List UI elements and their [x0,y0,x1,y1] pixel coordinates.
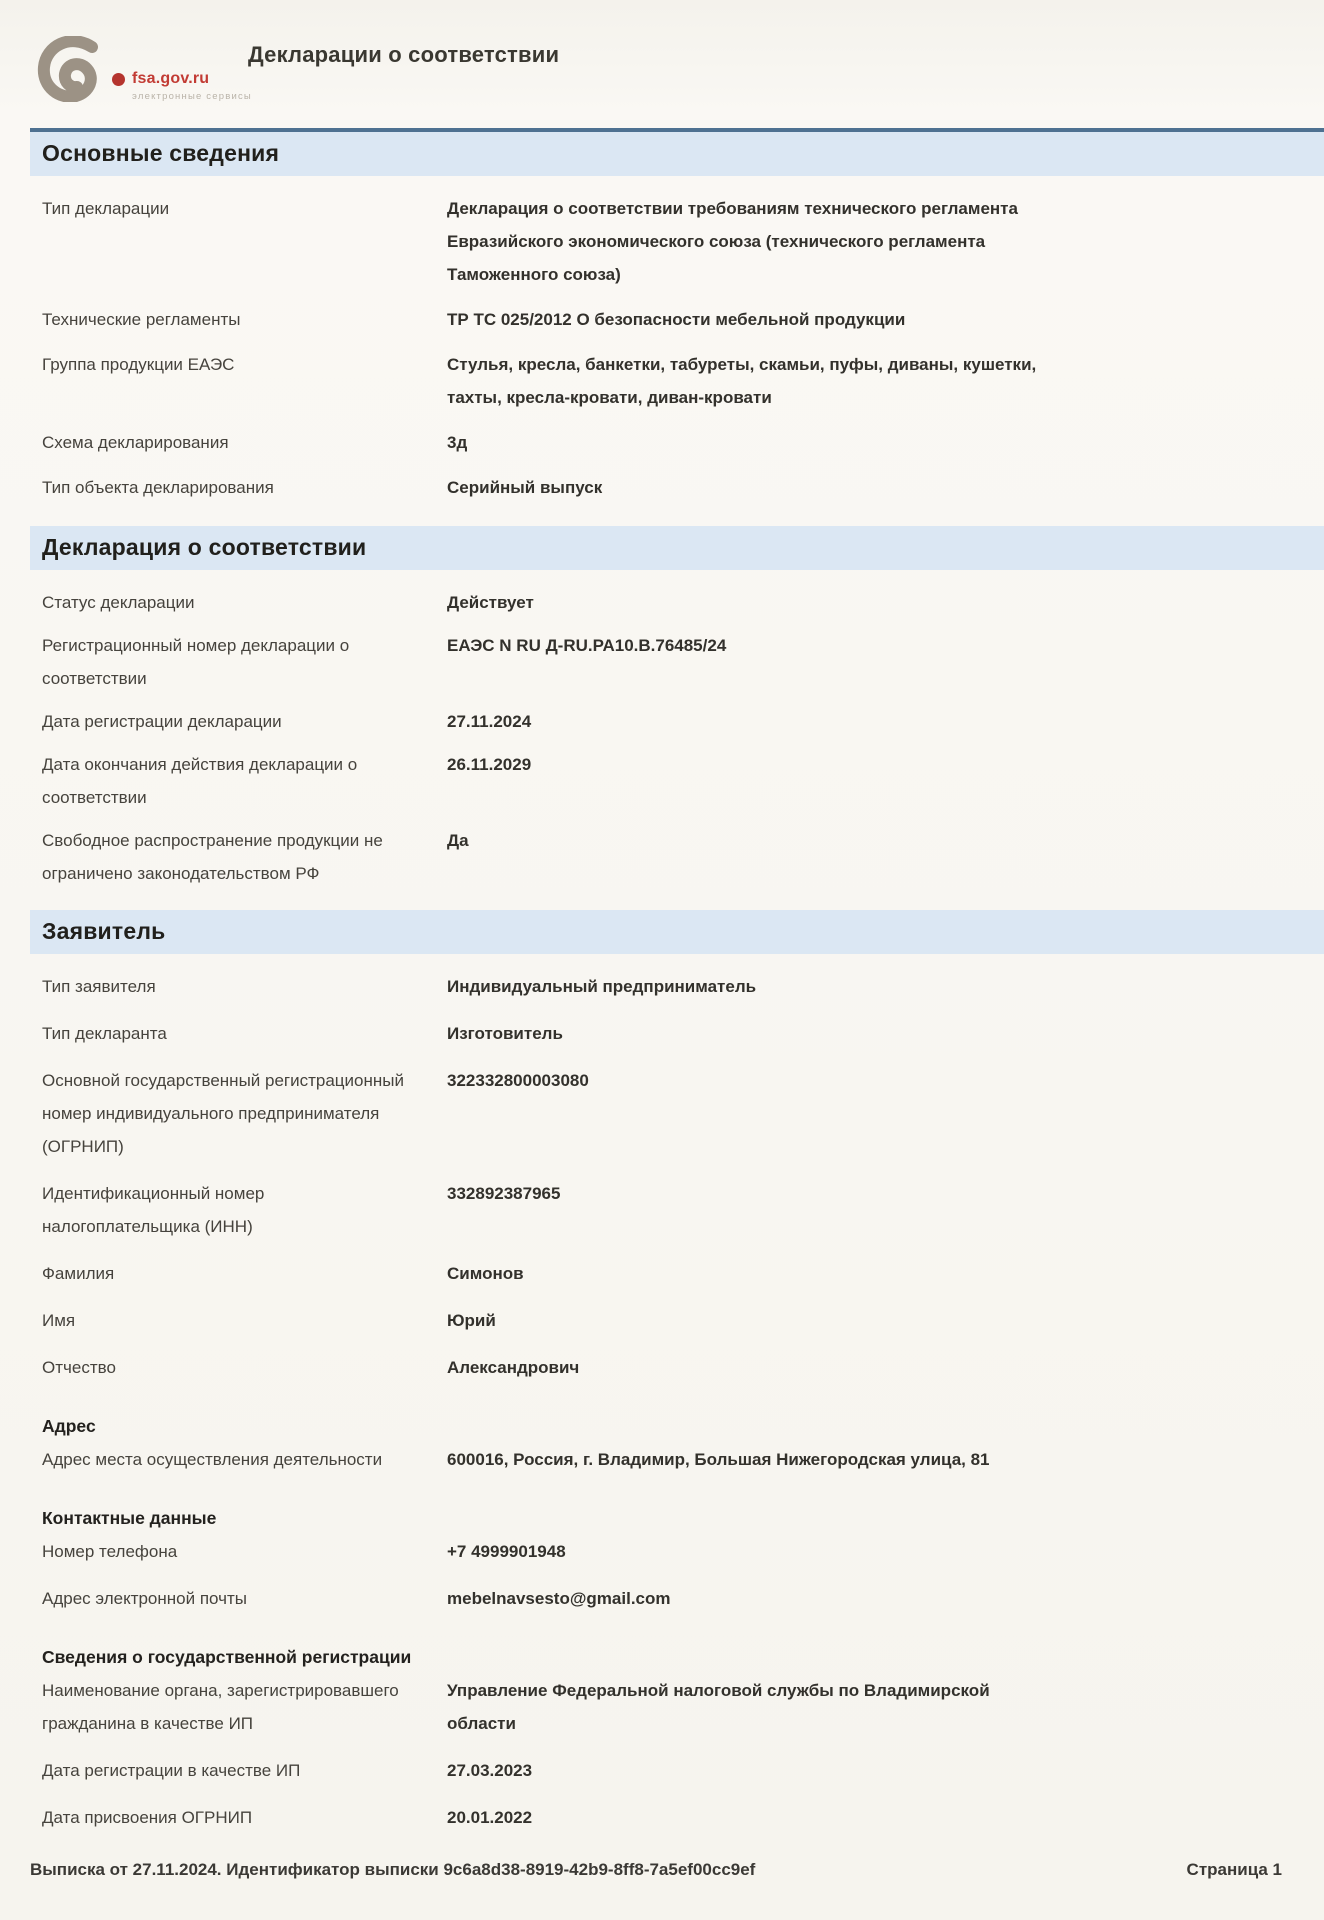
field-value: Стулья, кресла, банкетки, табуреты, скамьи, пуфы, диваны, кушетки, тахты, кресла-кровати, диван-кровати [447,355,1037,407]
section-body [30,176,1324,526]
field-label: Тип объекта декларирования [42,478,274,497]
field-value: 3д [447,433,468,452]
section-header-deklaratsiya-o-sootvetstvii: Декларация о соответствии [30,526,1324,570]
subheading: Контактные данные [42,1508,217,1528]
logo-red-dot-icon [112,73,125,86]
section-deklaratsiya-o-sootvetstvii [30,526,1324,910]
field-row [42,629,1324,695]
field-value: Действует [447,593,534,612]
field-row [42,1443,1324,1476]
section-osnovnye-svedeniya [30,128,1324,526]
document-body [0,128,1324,1858]
field-value: 27.11.2024 [447,712,532,731]
field-value: Александрович [447,1358,580,1377]
field-value: Серийный выпуск [447,478,603,497]
field-label: Свободное распространение продукции не ограничено законодательством РФ [42,831,383,883]
field-label: Дата регистрации декларации [42,712,282,731]
field-row [42,303,1324,336]
field-row [42,1257,1324,1290]
field-value: +7 4999901948 [447,1542,566,1561]
field-label: Идентификационный номер налогоплательщика (ИНН) [42,1184,265,1236]
field-row [42,1754,1324,1787]
field-row [42,748,1324,814]
section-body [30,570,1324,910]
field-value: Да [447,831,469,850]
field-row [42,1017,1324,1050]
field-label: Адрес места осуществления деятельности [42,1450,383,1469]
field-value: 322332800003080 [447,1071,589,1090]
section-header-zayavitel: Заявитель [30,910,1324,954]
field-value: Изготовитель [447,1024,563,1043]
field-label: Номер телефона [42,1542,178,1561]
field-label: Имя [42,1311,76,1330]
field-value: Симонов [447,1264,524,1283]
field-label: Дата окончания действия декларации о соответствии [42,755,358,807]
field-value: 332892387965 [447,1184,561,1203]
section-zayavitel [30,910,1324,1858]
field-value: Индивидуальный предприниматель [447,977,757,996]
field-row [42,1674,1324,1740]
fsa-logo-icon [36,36,108,102]
field-label: Фамилия [42,1264,115,1283]
field-value: Юрий [447,1311,496,1330]
field-label: Тип декларанта [42,1024,167,1043]
field-label: Дата присвоения ОГРНИП [42,1808,253,1827]
extract-identifier-text: Выписка от 27.11.2024. Идентификатор выписки 9c6a8d38-8919-42b9-8ff8-7a5ef00cc9ef [30,1860,756,1879]
logo-site-text: fsa.gov.ru [132,70,210,87]
section-header-osnovnye-svedeniya: Основные сведения [30,128,1324,176]
subheading: Сведения о государственной регистрации [42,1647,412,1667]
field-row [42,1177,1324,1243]
field-label: Статус декларации [42,593,195,612]
field-label: Наименование органа, зарегистрировавшего гражданина в качестве ИП [42,1681,399,1733]
logo-tagline: электронные сервисы [132,91,252,102]
field-row [42,1535,1324,1568]
field-row [42,348,1324,414]
field-row [42,1801,1324,1834]
field-label: Отчество [42,1358,116,1377]
page-footer [0,1860,1324,1920]
field-row [42,471,1324,504]
field-row [42,1351,1324,1384]
field-row [42,970,1324,1003]
field-row [42,192,1324,291]
field-row [42,1304,1324,1337]
field-row [42,1064,1324,1163]
field-value: 27.03.2023 [447,1761,533,1780]
field-label: Регистрационный номер декларации о соответствии [42,636,350,688]
field-label: Основной государственный регистрационный номер индивидуального предпринимателя (ОГРНИП) [42,1071,404,1156]
field-row [42,426,1324,459]
field-value: 20.01.2022 [447,1808,533,1827]
field-label: Тип декларации [42,199,170,218]
field-label: Схема декларирования [42,433,229,452]
field-label: Технические регламенты [42,310,241,329]
fsa-logo-text [112,70,252,102]
field-value: ЕАЭС N RU Д-RU.РА10.В.76485/24 [447,636,727,655]
field-value: 26.11.2029 [447,755,532,774]
page-title: Декларации о соответствии [248,42,560,67]
field-row [42,705,1324,738]
field-label: Адрес электронной почты [42,1589,247,1608]
field-label: Тип заявителя [42,977,156,996]
field-row [42,1582,1324,1615]
field-label: Дата регистрации в качестве ИП [42,1761,301,1780]
field-row [42,586,1324,619]
page-header [0,0,1324,128]
field-value: 600016, Россия, г. Владимир, Большая Нижегородская улица, 81 [447,1450,990,1469]
subheading: Адрес [42,1416,96,1436]
section-body [30,954,1324,1858]
field-row [42,824,1324,890]
field-value: ТР ТС 025/2012 О безопасности мебельной продукции [447,310,906,329]
field-value: mebelnavsesto@gmail.com [447,1589,671,1608]
fsa-logo [36,36,252,102]
page-number: Страница 1 [1186,1860,1282,1879]
field-value: Управление Федеральной налоговой службы по Владимирской области [447,1681,990,1733]
field-value: Декларация о соответствии требованиям технического регламента Евразийского экономического союза (технического регламента Таможенного союза) [447,199,1018,284]
field-label: Группа продукции ЕАЭС [42,355,235,374]
